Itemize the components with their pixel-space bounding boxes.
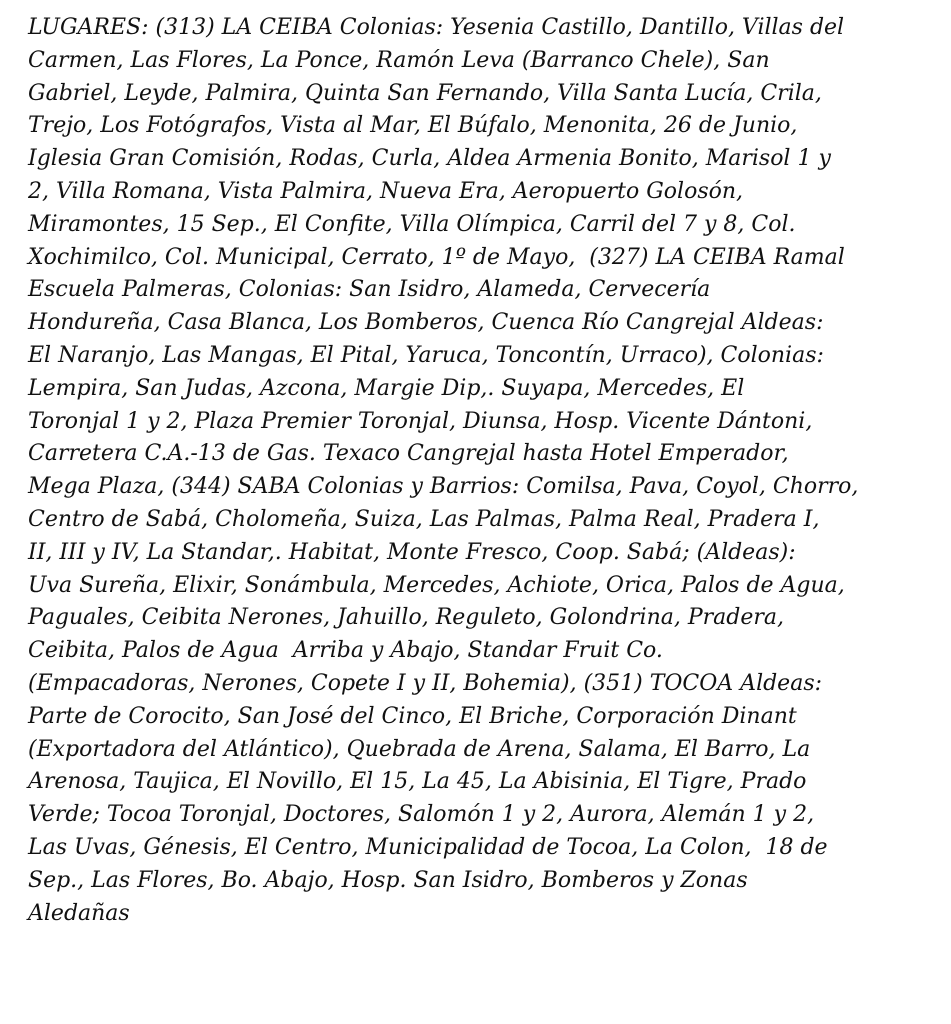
text-line: Ceibita, Palos de Agua Arriba y Abajo, Standar Fruit Co. — [28, 638, 663, 664]
text-line: El Naranjo, Las Mangas, El Pital, Yaruca, Toncontín, Urraco), Colonias: — [28, 342, 824, 368]
text-line: Sep., Las Flores, Bo. Abajo, Hosp. San Isidro, Bomberos y Zonas — [28, 867, 748, 893]
text-line: Uva Sureña, Elixir, Sonámbula, Mercedes, Achiote, Orica, Palos de Agua, — [28, 572, 845, 598]
text-line: Toronjal 1 y 2, Plaza Premier Toronjal, Diunsa, Hosp. Vicente Dántoni, — [28, 408, 813, 434]
text-line: Parte de Corocito, San José del Cinco, El Briche, Corporación Dinant — [28, 703, 797, 729]
text-line: Las Uvas, Génesis, El Centro, Municipalidad de Tocoa, La Colon, 18 de — [28, 834, 828, 860]
text-line: LUGARES: (313) LA CEIBA Colonias: Yesenia Castillo, Dantillo, Villas del — [28, 15, 845, 40]
text-line: Lempira, San Judas, Azcona, Margie Dip,. Suyapa, Mercedes, El — [28, 375, 745, 401]
text-line: Carmen, Las Flores, La Ponce, Ramón Leva (Barranco Chele), San — [28, 47, 770, 73]
text-line: Carretera C.A.-13 de Gas. Texaco Cangrejal hasta Hotel Emperador, — [28, 441, 789, 467]
text-line: Gabriel, Leyde, Palmira, Quinta San Fernando, Villa Santa Lucía, Crila, — [28, 80, 822, 106]
text-line: Mega Plaza, (344) SABA Colonias y Barrios: Comilsa, Pava, Coyol, Chorro, — [28, 474, 859, 500]
text-line: Verde; Tocoa Toronjal, Doctores, Salomón 1 y 2, Aurora, Alemán 1 y 2, — [28, 802, 815, 828]
text-line: Iglesia Gran Comisión, Rodas, Curla, Aldea Armenia Bonito, Marisol 1 y — [28, 146, 831, 172]
locations-paragraph — [28, 12, 933, 930]
text-line: Miramontes, 15 Sep., El Confite, Villa Olímpica, Carril del 7 y 8, Col. — [28, 211, 796, 237]
text-line: Hondureña, Casa Blanca, Los Bomberos, Cuenca Río Cangrejal Aldeas: — [28, 310, 824, 336]
text-line: Arenosa, Taujica, El Novillo, El 15, La 45, La Abisinia, El Tigre, Prado — [28, 769, 807, 795]
text-line: Trejo, Los Fotógrafos, Vista al Mar, El Búfalo, Menonita, 26 de Junio, — [28, 113, 798, 139]
text-line: Escuela Palmeras, Colonias: San Isidro, Alameda, Cervecería — [28, 277, 711, 303]
text-line: Aledañas — [28, 900, 130, 926]
text-line: (Empacadoras, Nerones, Copete I y II, Bohemia), (351) TOCOA Aldeas: — [28, 670, 823, 696]
text-line: Centro de Sabá, Cholomeña, Suiza, Las Palmas, Palma Real, Pradera I, — [28, 506, 820, 532]
text-line: II, III y IV, La Standar,. Habitat, Monte Fresco, Coop. Sabá; (Aldeas): — [28, 539, 796, 565]
text-line: Xochimilco, Col. Municipal, Cerrato, 1º de Mayo, (327) LA CEIBA Ramal — [28, 244, 845, 270]
text-line: (Exportadora del Atlántico), Quebrada de Arena, Salama, El Barro, La — [28, 736, 811, 762]
text-line: Paguales, Ceibita Nerones, Jahuillo, Reguleto, Golondrina, Pradera, — [28, 605, 785, 631]
text-line: 2, Villa Romana, Vista Palmira, Nueva Era, Aeropuerto Golosón, — [28, 178, 744, 204]
